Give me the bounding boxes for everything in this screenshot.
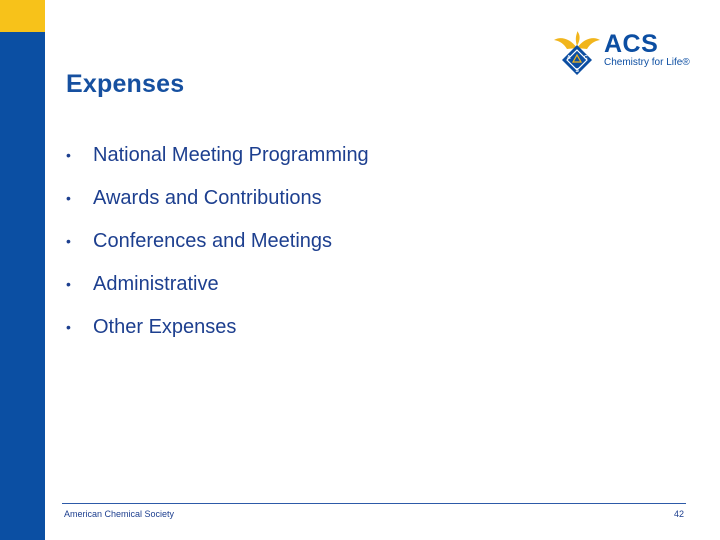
bullet-list bbox=[66, 140, 369, 355]
emblem-letter-c: C bbox=[584, 55, 588, 61]
bullet-icon: • bbox=[66, 319, 71, 335]
emblem-letter-a: A bbox=[567, 55, 571, 61]
bullet-text: Administrative bbox=[93, 273, 219, 295]
bullet-item bbox=[66, 226, 369, 269]
emblem-letter-s: S bbox=[575, 68, 579, 74]
logo-tagline: Chemistry for Life® bbox=[604, 57, 690, 68]
bullet-icon: • bbox=[66, 276, 71, 292]
acs-emblem-icon bbox=[552, 30, 602, 78]
bullet-item bbox=[66, 312, 369, 355]
left-sidebar-accent bbox=[0, 0, 45, 32]
logo-wordmark: ACS bbox=[604, 30, 659, 58]
bullet-icon: • bbox=[66, 147, 71, 163]
bullet-text: Awards and Contributions bbox=[93, 187, 322, 209]
footer-organization: American Chemical Society bbox=[64, 509, 175, 519]
bullet-item bbox=[66, 183, 369, 226]
page-number: 42 bbox=[673, 509, 684, 519]
bullet-icon: • bbox=[66, 233, 71, 249]
bullet-item bbox=[66, 140, 369, 183]
acs-logo bbox=[552, 30, 692, 80]
slide-title: Expenses bbox=[66, 70, 185, 98]
bullet-text: National Meeting Programming bbox=[93, 144, 369, 166]
left-sidebar-bar bbox=[0, 0, 45, 540]
bullet-text: Conferences and Meetings bbox=[93, 230, 333, 252]
bullet-item bbox=[66, 269, 369, 312]
bullet-text: Other Expenses bbox=[93, 316, 237, 338]
bullet-icon: • bbox=[66, 190, 71, 206]
footer-divider bbox=[62, 503, 686, 504]
